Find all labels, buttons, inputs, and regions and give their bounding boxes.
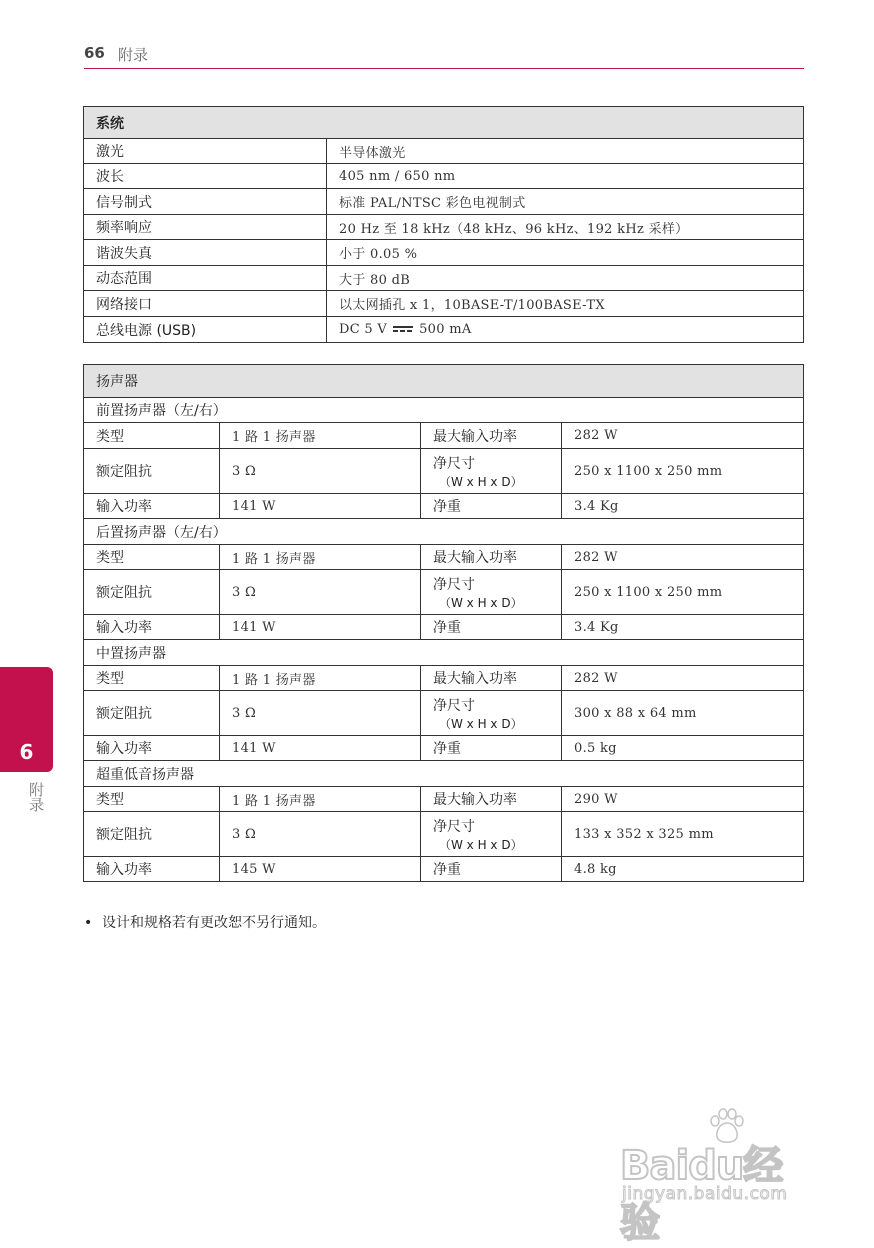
spec-value: 1 路 1 扬声器 (220, 545, 421, 570)
table-row (84, 666, 804, 691)
dimension-note: （W x H x D） (439, 837, 523, 852)
watermark-brand: Baidu经验 (620, 1143, 783, 1246)
spec-value: 4.8 kg (562, 857, 804, 882)
table-row (84, 812, 804, 857)
table-row (84, 164, 804, 189)
spec-value: 141 W (220, 736, 421, 761)
bullet-icon: • (84, 915, 93, 931)
spec-label: 净尺寸 (433, 697, 475, 714)
system-spec-table (83, 106, 804, 343)
size-label-cell (421, 812, 562, 857)
spec-label: 网络接口 (84, 291, 327, 317)
spec-label: 类型 (84, 423, 220, 449)
spec-label: 波长 (84, 164, 327, 189)
spec-label: 动态范围 (84, 266, 327, 291)
speaker-group-row (84, 398, 804, 423)
size-label-cell (421, 449, 562, 494)
spec-value: 141 W (220, 615, 421, 640)
table-row (84, 317, 804, 343)
spec-label: 信号制式 (84, 189, 327, 215)
speaker-group-title: 后置扬声器（左/右） (84, 519, 804, 545)
spec-value: 小于 0.05 % (327, 240, 804, 266)
page-header (84, 42, 804, 69)
spec-label: 净重 (421, 857, 562, 882)
spec-value: 250 x 1100 x 250 mm (562, 570, 804, 615)
spec-label: 净尺寸 (433, 576, 475, 593)
table-row (84, 615, 804, 640)
note-text: 设计和规格若有更改恕不另行通知。 (102, 915, 326, 931)
table-row (84, 449, 804, 494)
speaker-group-title: 中置扬声器 (84, 640, 804, 666)
spec-value: 3 Ω (220, 449, 421, 494)
spec-label: 类型 (84, 666, 220, 691)
spec-value: 20 Hz 至 18 kHz（48 kHz、96 kHz、192 kHz 采样） (327, 215, 804, 240)
spec-label: 类型 (84, 787, 220, 812)
page-number: 66 (84, 44, 105, 62)
spec-value: 3 Ω (220, 691, 421, 736)
speaker-group-title: 前置扬声器（左/右） (84, 398, 804, 423)
spec-label: 额定阻抗 (84, 691, 220, 736)
dimension-note: （W x H x D） (439, 474, 523, 489)
speaker-heading-row (84, 365, 804, 398)
spec-label: 输入功率 (84, 494, 220, 519)
table-row (84, 240, 804, 266)
spec-value: 145 W (220, 857, 421, 882)
table-row (84, 291, 804, 317)
spec-label: 输入功率 (84, 615, 220, 640)
spec-value: 282 W (562, 666, 804, 691)
spec-value: 标准 PAL/NTSC 彩色电视制式 (327, 189, 804, 215)
spec-value: 405 nm / 650 nm (327, 164, 804, 189)
speaker-spec-table (83, 364, 804, 882)
size-label-cell (421, 570, 562, 615)
baidu-watermark (620, 1108, 820, 1246)
spec-value: 1 路 1 扬声器 (220, 787, 421, 812)
spec-label: 净重 (421, 736, 562, 761)
spec-value: 282 W (562, 545, 804, 570)
spec-label: 输入功率 (84, 736, 220, 761)
spec-value (327, 317, 804, 343)
spec-label: 最大输入功率 (421, 545, 562, 570)
spec-value: 3.4 Kg (562, 494, 804, 519)
speaker-group-row (84, 519, 804, 545)
spec-value: 141 W (220, 494, 421, 519)
spec-label: 净重 (421, 615, 562, 640)
spec-label: 谐波失真 (84, 240, 327, 266)
spec-label: 净重 (421, 494, 562, 519)
spec-label: 输入功率 (84, 857, 220, 882)
spec-label: 额定阻抗 (84, 570, 220, 615)
spec-value: 1 路 1 扬声器 (220, 423, 421, 449)
spec-label: 额定阻抗 (84, 812, 220, 857)
table-row (84, 691, 804, 736)
table-row (84, 787, 804, 812)
spec-value: 3 Ω (220, 812, 421, 857)
table-row (84, 423, 804, 449)
speaker-group-title: 超重低音扬声器 (84, 761, 804, 787)
spec-label: 净尺寸 (433, 455, 475, 472)
size-label-cell (421, 691, 562, 736)
spec-label: 类型 (84, 545, 220, 570)
table-row (84, 266, 804, 291)
dc-current: 500 mA (419, 322, 472, 337)
chapter-number: 6 (19, 740, 34, 764)
spec-label: 最大输入功率 (421, 787, 562, 812)
spec-value: 大于 80 dB (327, 266, 804, 291)
spec-label: 激光 (84, 139, 327, 164)
system-heading: 系统 (84, 107, 804, 139)
spec-value: 300 x 88 x 64 mm (562, 691, 804, 736)
dimension-note: （W x H x D） (439, 595, 523, 610)
spec-label: 最大输入功率 (421, 666, 562, 691)
spec-value: 3 Ω (220, 570, 421, 615)
table-row (84, 139, 804, 164)
spec-value: 133 x 352 x 325 mm (562, 812, 804, 857)
speaker-heading: 扬声器 (84, 365, 804, 398)
spec-value: 282 W (562, 423, 804, 449)
table-row (84, 736, 804, 761)
table-row (84, 189, 804, 215)
chapter-label: 附录 (27, 782, 45, 812)
header-section-title: 附录 (118, 46, 149, 64)
system-heading-row (84, 107, 804, 139)
spec-label: 额定阻抗 (84, 449, 220, 494)
spec-label: 净尺寸 (433, 818, 475, 835)
speaker-group-row (84, 761, 804, 787)
dc-symbol-icon (393, 325, 413, 334)
spec-label: 最大输入功率 (421, 423, 562, 449)
table-row (84, 545, 804, 570)
spec-value: 0.5 kg (562, 736, 804, 761)
spec-value: 3.4 Kg (562, 615, 804, 640)
table-row (84, 494, 804, 519)
table-row (84, 857, 804, 882)
dimension-note: （W x H x D） (439, 716, 523, 731)
dc-voltage: DC 5 V (339, 322, 388, 337)
spec-label: 总线电源 (USB) (84, 317, 327, 343)
speaker-group-row (84, 640, 804, 666)
watermark-url: jingyan.baidu.com (622, 1184, 788, 1204)
spec-value: 250 x 1100 x 250 mm (562, 449, 804, 494)
table-row (84, 215, 804, 240)
spec-label: 频率响应 (84, 215, 327, 240)
spec-change-note (84, 912, 326, 932)
spec-value: 1 路 1 扬声器 (220, 666, 421, 691)
spec-value: 290 W (562, 787, 804, 812)
spec-value: 半导体激光 (327, 139, 804, 164)
table-row (84, 570, 804, 615)
spec-value: 以太网插孔 x 1，10BASE-T/100BASE-TX (327, 291, 804, 317)
